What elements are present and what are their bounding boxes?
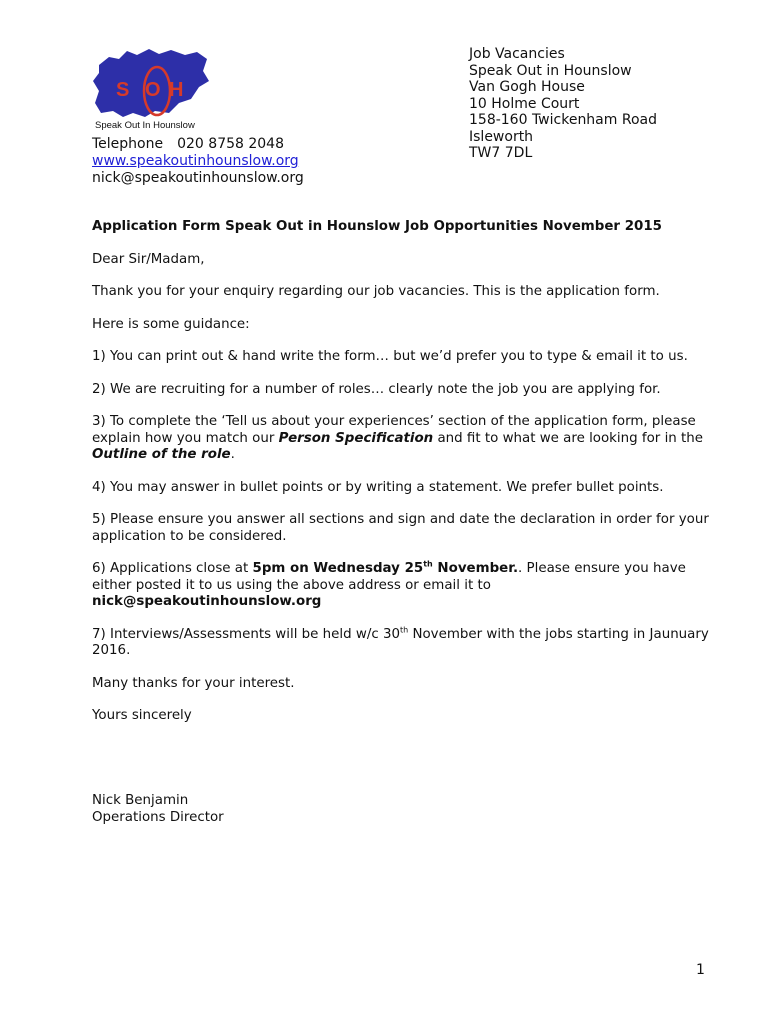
address-line: 10 Holme Court — [469, 95, 580, 112]
outline-of-role-emphasis: Outline of the role — [92, 447, 231, 462]
salutation: Dear Sir/Madam, — [92, 251, 205, 267]
soh-logo — [93, 47, 213, 135]
closing-date-text: November. — [432, 561, 519, 576]
telephone-number: 020 8758 2048 — [177, 136, 284, 152]
thanks-line: Many thanks for your interest. — [92, 675, 295, 691]
address-line: Speak Out in Hounslow — [469, 62, 632, 79]
address-line: TW7 7DL — [469, 145, 533, 161]
guidance-point-3 — [92, 414, 712, 464]
point-6-text: 6) Applications close at — [92, 561, 253, 576]
page-number: 1 — [696, 962, 705, 978]
logo-caption: Speak Out In Hounslow — [95, 120, 195, 131]
signatory-role: Operations Director — [92, 809, 224, 825]
application-email: nick@speakoutinhounslow.org — [92, 594, 322, 609]
point-3-text: and fit to what we are looking for in the — [433, 430, 704, 446]
closing-line: Yours sincerely — [92, 708, 192, 723]
guidance-point-4: 4) You may answer in bullet points or by writing a statement. We prefer bullet points. — [92, 479, 664, 495]
address-block — [469, 46, 657, 162]
contact-block — [92, 136, 304, 187]
contact-email: nick@speakoutinhounslow.org — [92, 170, 304, 186]
logo-map-graphic — [93, 47, 213, 121]
point-3-text: . — [230, 447, 235, 462]
guidance-point-7 — [92, 627, 712, 660]
person-specification-emphasis: Person Specification — [278, 430, 434, 446]
guidance-point-5: 5) Please ensure you answer all sections and sign and date the declaration in order for your application to be considered. — [92, 512, 709, 544]
letter-body — [92, 219, 712, 741]
letter-title: Application Form Speak Out in Hounslow Job Opportunities November 2015 — [92, 219, 662, 234]
closing-date-text: 5pm on Wednesday 25 — [252, 561, 424, 576]
signatory-name: Nick Benjamin — [92, 793, 189, 808]
address-line: Job Vacancies — [469, 46, 565, 62]
ordinal-suffix: th — [423, 559, 433, 569]
point-7-text: November with the jobs starting in Jaunuary 2016. — [92, 626, 709, 658]
logo-letter-h: H — [169, 79, 184, 101]
telephone-label: Telephone — [92, 136, 164, 152]
intro-paragraph: Thank you for your enquiry regarding our job vacancies. This is the application form. — [92, 284, 660, 299]
signature-block — [92, 793, 224, 826]
website-link[interactable]: www.speakoutinhounslow.org — [92, 153, 299, 169]
guidance-intro: Here is some guidance: — [92, 316, 250, 332]
point-3-text: 3) To complete the ‘Tell us about your experiences’ section of the application form, please explain how you match our — [92, 414, 696, 446]
address-line: Isleworth — [469, 128, 534, 145]
logo-letter-o: O — [145, 79, 161, 101]
address-line: 158-160 Twickenham Road — [469, 112, 657, 128]
telephone-line — [92, 136, 304, 153]
guidance-point-6 — [92, 561, 712, 611]
guidance-point-2: 2) We are recruiting for a number of roles… clearly note the job you are applying for. — [92, 381, 661, 397]
guidance-point-1: 1) You can print out & hand write the form… but we’d prefer you to type & email it to us. — [92, 349, 688, 364]
point-7-text: 7) Interviews/Assessments will be held w/c 30 — [92, 626, 400, 642]
closing-date-emphasis — [253, 561, 519, 576]
ordinal-suffix: th — [400, 625, 409, 635]
logo-letter-s: S — [116, 79, 130, 101]
point-6-text: . Please ensure you have either posted it to us using the above address or email it to — [92, 561, 686, 593]
address-line: Van Gogh House — [469, 79, 585, 95]
